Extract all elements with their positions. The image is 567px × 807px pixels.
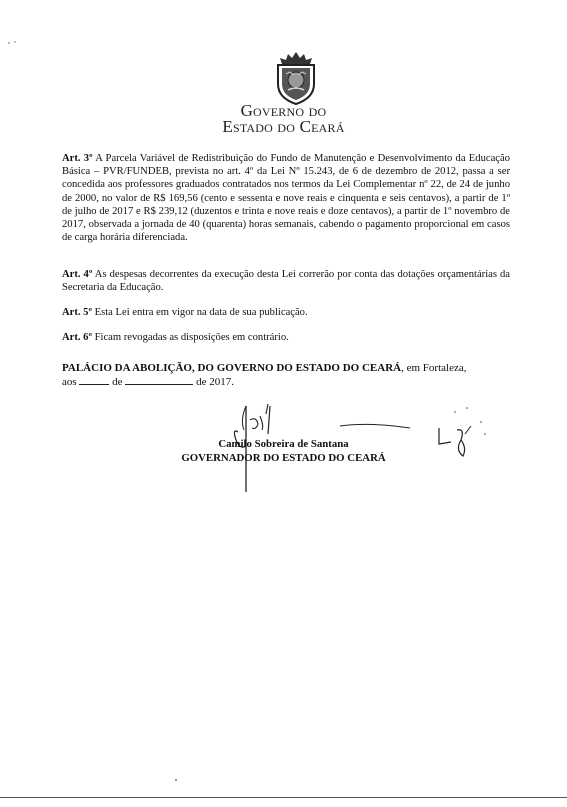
article-5-label: Art. 5º bbox=[62, 307, 92, 318]
closing-de: de bbox=[112, 376, 123, 388]
scan-speck-bottom bbox=[174, 778, 178, 782]
article-5-text: Esta Lei entra em vigor na data de sua publicação. bbox=[91, 307, 308, 318]
governor-name: Camilo Sobreira de Santana bbox=[218, 438, 349, 450]
article-5 bbox=[62, 306, 510, 319]
closing-location: , em Fortaleza, bbox=[401, 362, 467, 374]
day-blank bbox=[79, 375, 109, 385]
closing-paragraph bbox=[62, 361, 510, 389]
state-coat-of-arms-icon bbox=[270, 50, 322, 106]
article-3-label: Art. 3º bbox=[62, 153, 93, 164]
article-4-label: Art. 4º bbox=[62, 269, 93, 280]
closing-aos: aos bbox=[62, 376, 77, 388]
closing-palace: PALÁCIO DA ABOLIÇÃO, DO GOVERNO DO ESTADO DO CEARÁ bbox=[62, 362, 402, 374]
article-6-text: Ficam revogadas as disposições em contrário. bbox=[91, 332, 289, 343]
closing-year: de 2017. bbox=[196, 376, 234, 388]
article-6-label: Art. 6º bbox=[62, 332, 92, 343]
header-government-line: Governo do bbox=[240, 101, 327, 120]
scan-speck bbox=[6, 40, 20, 46]
article-3-text: A Parcela Variável de Redistribuição do Fundo de Manutenção e Desenvolvimento da Educação Básica – PVR/FUNDEB, prevista no art. 4º da Lei Nº 15.243, de 6 de dezembro de 2012, passa a ser concedida aos professores graduados contratados nos termos da Lei Complementar nº 22, de 24 de junho de 2000, no valor de R$ 169,56 (cento e sessenta e nove reais e cinquenta e seis centavos), a partir de 1º de julho de 2017 e R$ 239,12 (duzentos e trinta e nove reais e doze centavos), a partir de 1º novembro de 2017, observada a jornada de 40 (quarenta) horas semanais, cabendo o pagamento proporcional em casos de carga horária diferenciada. bbox=[62, 153, 510, 244]
month-blank bbox=[125, 375, 193, 385]
article-3 bbox=[62, 152, 510, 244]
bottom-border-line bbox=[0, 797, 567, 798]
article-6 bbox=[62, 331, 510, 344]
article-4-text: As despesas decorrentes da execução desta Lei correrão por conta das dotações orçamentárias da Secretaria da Educação. bbox=[62, 269, 510, 294]
article-4 bbox=[62, 268, 510, 294]
governor-title: GOVERNADOR DO ESTADO DO CEARÁ bbox=[181, 452, 386, 464]
header-state-line: Estado do Ceará bbox=[222, 117, 345, 136]
